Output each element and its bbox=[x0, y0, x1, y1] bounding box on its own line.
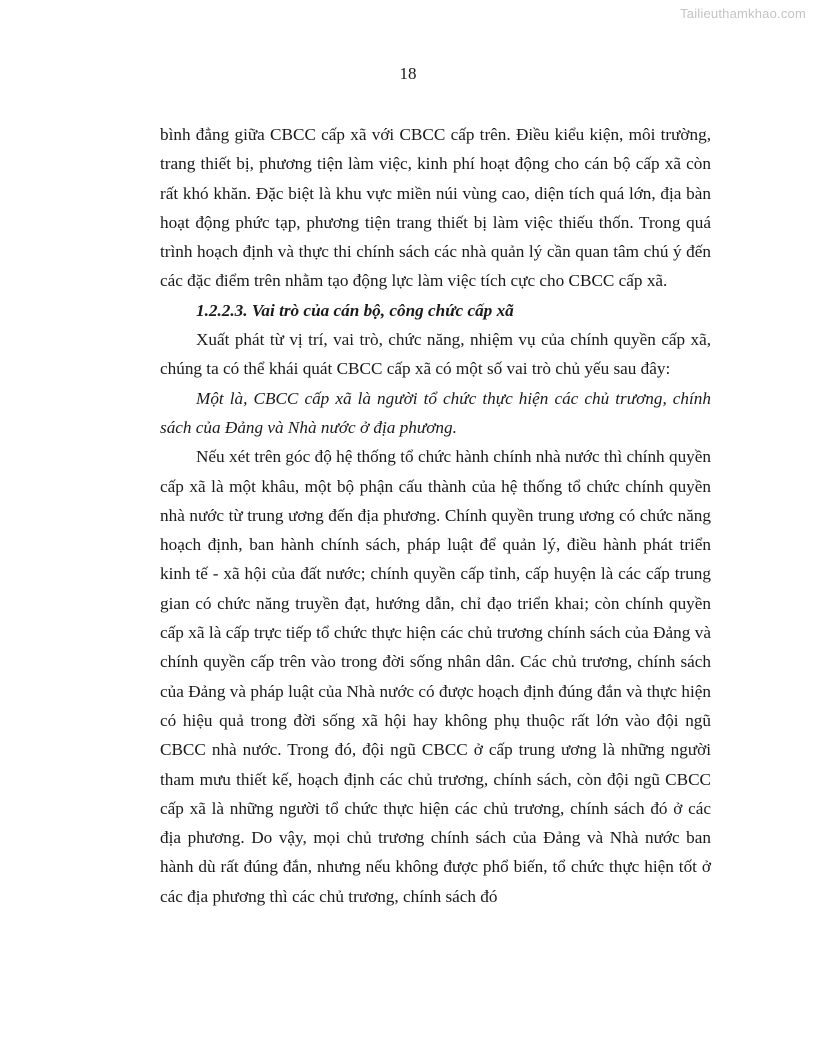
paragraph-intro: Xuất phát từ vị trí, vai trò, chức năng, nhiệm vụ của chính quyền cấp xã, chúng ta có thể khái quát CBCC cấp xã có một số vai trò chủ yếu sau đây: bbox=[160, 330, 711, 379]
paragraph-continuation: bình đẳng giữa CBCC cấp xã với CBCC cấp trên. Điều kiểu kiện, môi trường, trang thiết bị, phương tiện làm việc, kinh phí hoạt động cho cán bộ cấp xã còn rất khó khăn. Đặc biệt là khu vực miền núi vùng cao, diện tích quá lớn, địa bàn hoạt động phức tạp, phương tiện trang thiết bị làm việc thiếu thốn. Trong quá trình hoạch định và thực thi chính sách các nhà quản lý cần quan tâm chú ý đến các đặc điểm trên nhằm tạo động lực làm việc tích cực cho CBCC cấp xã. bbox=[160, 125, 711, 291]
section-heading: 1.2.2.3. Vai trò của cán bộ, công chức cấp xã bbox=[196, 300, 514, 320]
paragraph-body: Nếu xét trên góc độ hệ thống tổ chức hành chính nhà nước thì chính quyền cấp xã là một khâu, một bộ phận cấu thành của hệ thống tổ chức chính quyền nhà nước từ trung ương đến địa phương. Chính quyền trung ương có chức năng hoạch định, ban hành chính sách, pháp luật để quản lý, điều hành phát triển kinh tế - xã hội của đất nước; chính quyền cấp tỉnh, cấp huyện là các cấp trung gian có chức năng truyền đạt, hướng dẫn, chỉ đạo triển khai; còn chính quyền cấp xã là cấp trực tiếp tổ chức thực hiện các chủ trương chính sách của Đảng và chính quyền cấp trên vào trong đời sống nhân dân. Các chủ trương, chính sách của Đảng và pháp luật của Nhà nước có được hoạch định đúng đắn và thực hiện có hiệu quả trong đời sống xã hội hay không phụ thuộc rất lớn vào đội ngũ CBCC nhà nước. Trong đó, đội ngũ CBCC ở cấp trung ương là những người tham mưu thiết kế, hoạch định các chủ trương, chính sách, còn đội ngũ CBCC cấp xã là những người tổ chức thực hiện các chủ trương, chính sách đó ở các địa phương. Do vậy, mọi chủ trương chính sách của Đảng và Nhà nước ban hành dù rất đúng đắn, nhưng nếu không được phổ biến, tổ chức thực hiện tốt ở các địa phương thì các chủ trương, chính sách đó bbox=[160, 447, 711, 906]
document-body bbox=[160, 120, 711, 911]
watermark: Tailieuthamkhao.com bbox=[680, 6, 806, 21]
page-number: 18 bbox=[399, 64, 417, 83]
paragraph-role-one: Một là, CBCC cấp xã là người tổ chức thực hiện các chủ trương, chính sách của Đảng và Nhà nước ở địa phương. bbox=[160, 388, 711, 437]
